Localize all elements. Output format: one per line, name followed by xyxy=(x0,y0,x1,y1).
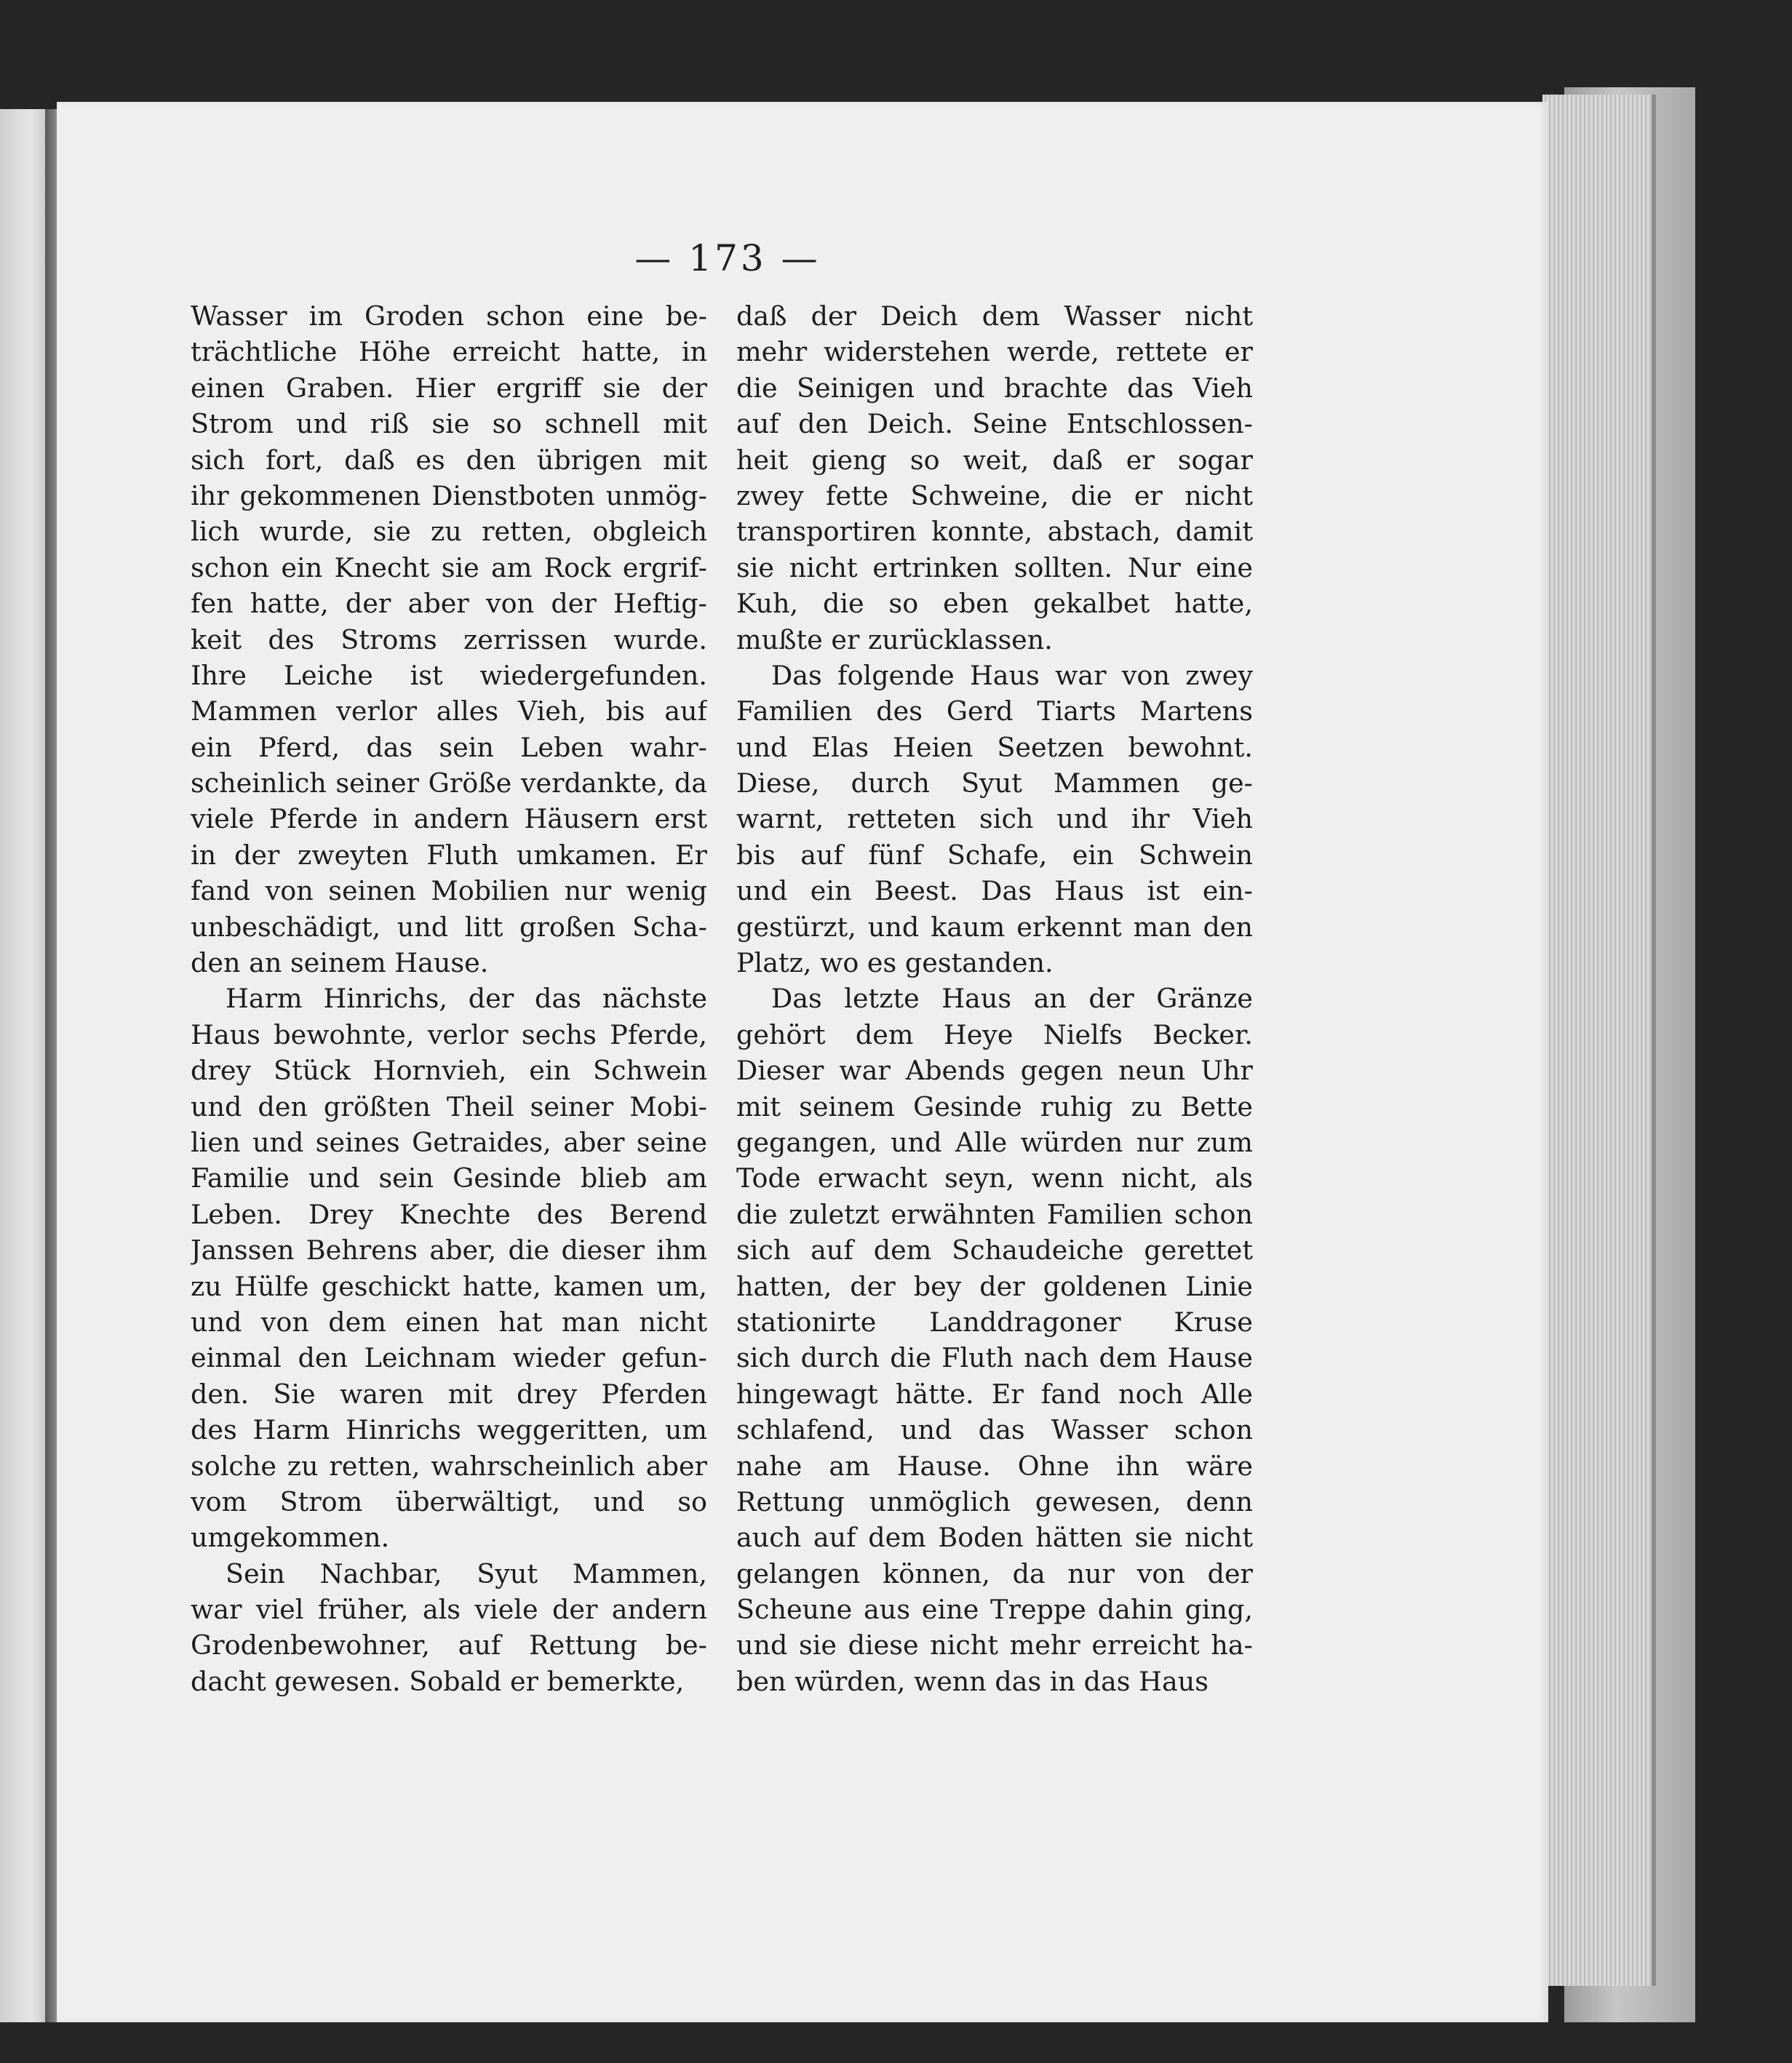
text-line: vom Strom überwältigt, und so xyxy=(191,1485,707,1517)
text-line: stationirte Landdragoner Kruse xyxy=(736,1306,1253,1338)
text-line: und ein Beest. Das Haus ist ein- xyxy=(736,875,1253,907)
text-line: trächtliche Höhe erreicht hatte, in xyxy=(191,336,707,368)
text-line: lien und seines Getraides, aber seine xyxy=(191,1126,707,1158)
text-line: fen hatte, der aber von der Heftig- xyxy=(191,588,707,620)
text-line: sich auf dem Schaudeiche gerettet xyxy=(736,1234,1253,1266)
text-line: sie nicht ertrinken sollten. Nur eine xyxy=(736,551,1253,583)
text-line: Harm Hinrichs, der das nächste xyxy=(226,983,707,1015)
text-line: und den größten Theil seiner Mobi- xyxy=(191,1090,707,1122)
text-line: bis auf fünf Schafe, ein Schwein xyxy=(736,839,1253,871)
text-line: viele Pferde in andern Häusern erst xyxy=(191,803,707,835)
text-line: Scheune aus eine Treppe dahin ging, xyxy=(736,1594,1253,1626)
text-line: schlafend, und das Wasser schon xyxy=(736,1414,1253,1446)
text-column-right xyxy=(736,298,1253,1699)
text-line: ihr gekommenen Dienstboten unmög- xyxy=(191,479,707,511)
text-line: und von dem einen hat man nicht xyxy=(191,1306,707,1338)
text-line: drey Stück Hornvieh, ein Schwein xyxy=(191,1055,707,1087)
text-line: Kuh, die so eben gekalbet hatte, xyxy=(736,588,1253,620)
paragraph xyxy=(191,981,707,1555)
paragraph xyxy=(191,298,707,981)
text-line: auf den Deich. Seine Entschlossen- xyxy=(736,408,1253,440)
text-line: gehört dem Heye Nielfs Becker. xyxy=(736,1018,1253,1050)
text-line: Das letzte Haus an der Gränze xyxy=(771,983,1253,1015)
text-line: dacht gewesen. Sobald er bemerkte, xyxy=(191,1665,685,1697)
text-line: scheinlich seiner Größe verdankte, da xyxy=(191,767,707,799)
text-line: gegangen, und Alle würden nur zum xyxy=(736,1126,1253,1158)
text-line: Familie und sein Gesinde blieb am xyxy=(191,1162,707,1194)
text-line: mehr widerstehen werde, rettete er xyxy=(736,336,1253,368)
paragraph xyxy=(736,981,1253,1699)
text-line: den. Sie waren mit drey Pferden xyxy=(191,1378,707,1410)
text-line: Wasser im Groden schon eine be- xyxy=(191,300,707,332)
page-block-edges xyxy=(1542,95,1656,1986)
text-line: lich wurde, sie zu retten, obgleich xyxy=(191,516,707,548)
text-line: sich durch die Fluth nach dem Hause xyxy=(736,1342,1253,1374)
text-line: Familien des Gerd Tiarts Martens xyxy=(736,695,1253,727)
text-line: auch auf dem Boden hätten sie nicht xyxy=(736,1522,1253,1554)
text-line: die zuletzt erwähnten Familien schon xyxy=(736,1198,1253,1230)
text-line: mußte er zurücklassen. xyxy=(736,623,1053,655)
text-line: zwey fette Schweine, die er nicht xyxy=(736,479,1253,511)
text-line: Ihre Leiche ist wiedergefunden. xyxy=(191,659,707,691)
paragraph xyxy=(736,658,1253,981)
text-line: Strom und riß sie so schnell mit xyxy=(191,408,707,440)
text-line: zu Hülfe geschickt hatte, kamen um, xyxy=(191,1270,707,1302)
text-line: Das folgende Haus war von zwey xyxy=(771,659,1253,691)
text-line: des Harm Hinrichs weggeritten, um xyxy=(191,1414,707,1446)
text-column-left xyxy=(191,298,707,1699)
text-line: die Seinigen und brachte das Vieh xyxy=(736,372,1253,404)
text-line: Dieser war Abends gegen neun Uhr xyxy=(736,1055,1253,1087)
text-line: Haus bewohnte, verlor sechs Pferde, xyxy=(191,1018,707,1050)
paragraph xyxy=(736,298,1253,658)
text-line: heit gieng so weit, daß er sogar xyxy=(736,444,1253,476)
text-line: Tode erwacht seyn, wenn nicht, als xyxy=(736,1162,1253,1194)
text-line: schon ein Knecht sie am Rock ergrif- xyxy=(191,551,707,583)
text-line: Grodenbewohner, auf Rettung be- xyxy=(191,1629,707,1661)
text-line: Janssen Behrens aber, die dieser ihm xyxy=(191,1234,707,1266)
text-line: mit seinem Gesinde ruhig zu Bette xyxy=(736,1090,1253,1122)
text-line: solche zu retten, wahrscheinlich aber xyxy=(191,1450,707,1482)
text-line: nahe am Hause. Ohne ihn wäre xyxy=(736,1450,1253,1482)
text-line: gestürzt, und kaum erkennt man den xyxy=(736,911,1253,943)
text-line: gelangen können, da nur von der xyxy=(736,1557,1253,1589)
text-line: Platz, wo es gestanden. xyxy=(736,947,1054,979)
text-line: einen Graben. Hier ergriff sie der xyxy=(191,372,707,404)
page-number: — 173 — xyxy=(634,237,821,279)
text-line: transportiren konnte, abstach, damit xyxy=(736,516,1253,548)
text-line: und sie diese nicht mehr erreicht ha- xyxy=(736,1629,1253,1661)
text-line: Diese, durch Syut Mammen ge- xyxy=(736,767,1253,799)
text-line: daß der Deich dem Wasser nicht xyxy=(736,300,1253,332)
text-line: hingewagt hätte. Er fand noch Alle xyxy=(736,1378,1253,1410)
text-line: hatten, der bey der goldenen Linie xyxy=(736,1270,1253,1302)
text-line: keit des Stroms zerrissen wurde. xyxy=(191,623,707,655)
text-line: sich fort, daß es den übrigen mit xyxy=(191,444,707,476)
text-line: einmal den Leichnam wieder gefun- xyxy=(191,1342,707,1374)
text-line: fand von seinen Mobilien nur wenig xyxy=(191,875,707,907)
text-line: umgekommen. xyxy=(191,1522,390,1554)
text-line: ein Pferd, das sein Leben wahr- xyxy=(191,731,707,763)
text-line: und Elas Heien Seetzen bewohnt. xyxy=(736,731,1253,763)
text-line: ben würden, wenn das in das Haus xyxy=(736,1665,1208,1697)
text-line: Leben. Drey Knechte des Berend xyxy=(191,1198,707,1230)
text-line: Mammen verlor alles Vieh, bis auf xyxy=(191,695,707,727)
paragraph xyxy=(191,1556,707,1700)
text-line: den an seinem Hause. xyxy=(191,947,489,979)
text-line: Sein Nachbar, Syut Mammen, xyxy=(226,1557,707,1589)
text-line: war viel früher, als viele der andern xyxy=(191,1594,707,1626)
text-line: unbeschädigt, und litt großen Scha- xyxy=(191,911,707,943)
text-line: in der zweyten Fluth umkamen. Er xyxy=(191,839,707,871)
text-line: warnt, retteten sich und ihr Vieh xyxy=(736,803,1253,835)
text-line: Rettung unmöglich gewesen, denn xyxy=(736,1485,1253,1517)
